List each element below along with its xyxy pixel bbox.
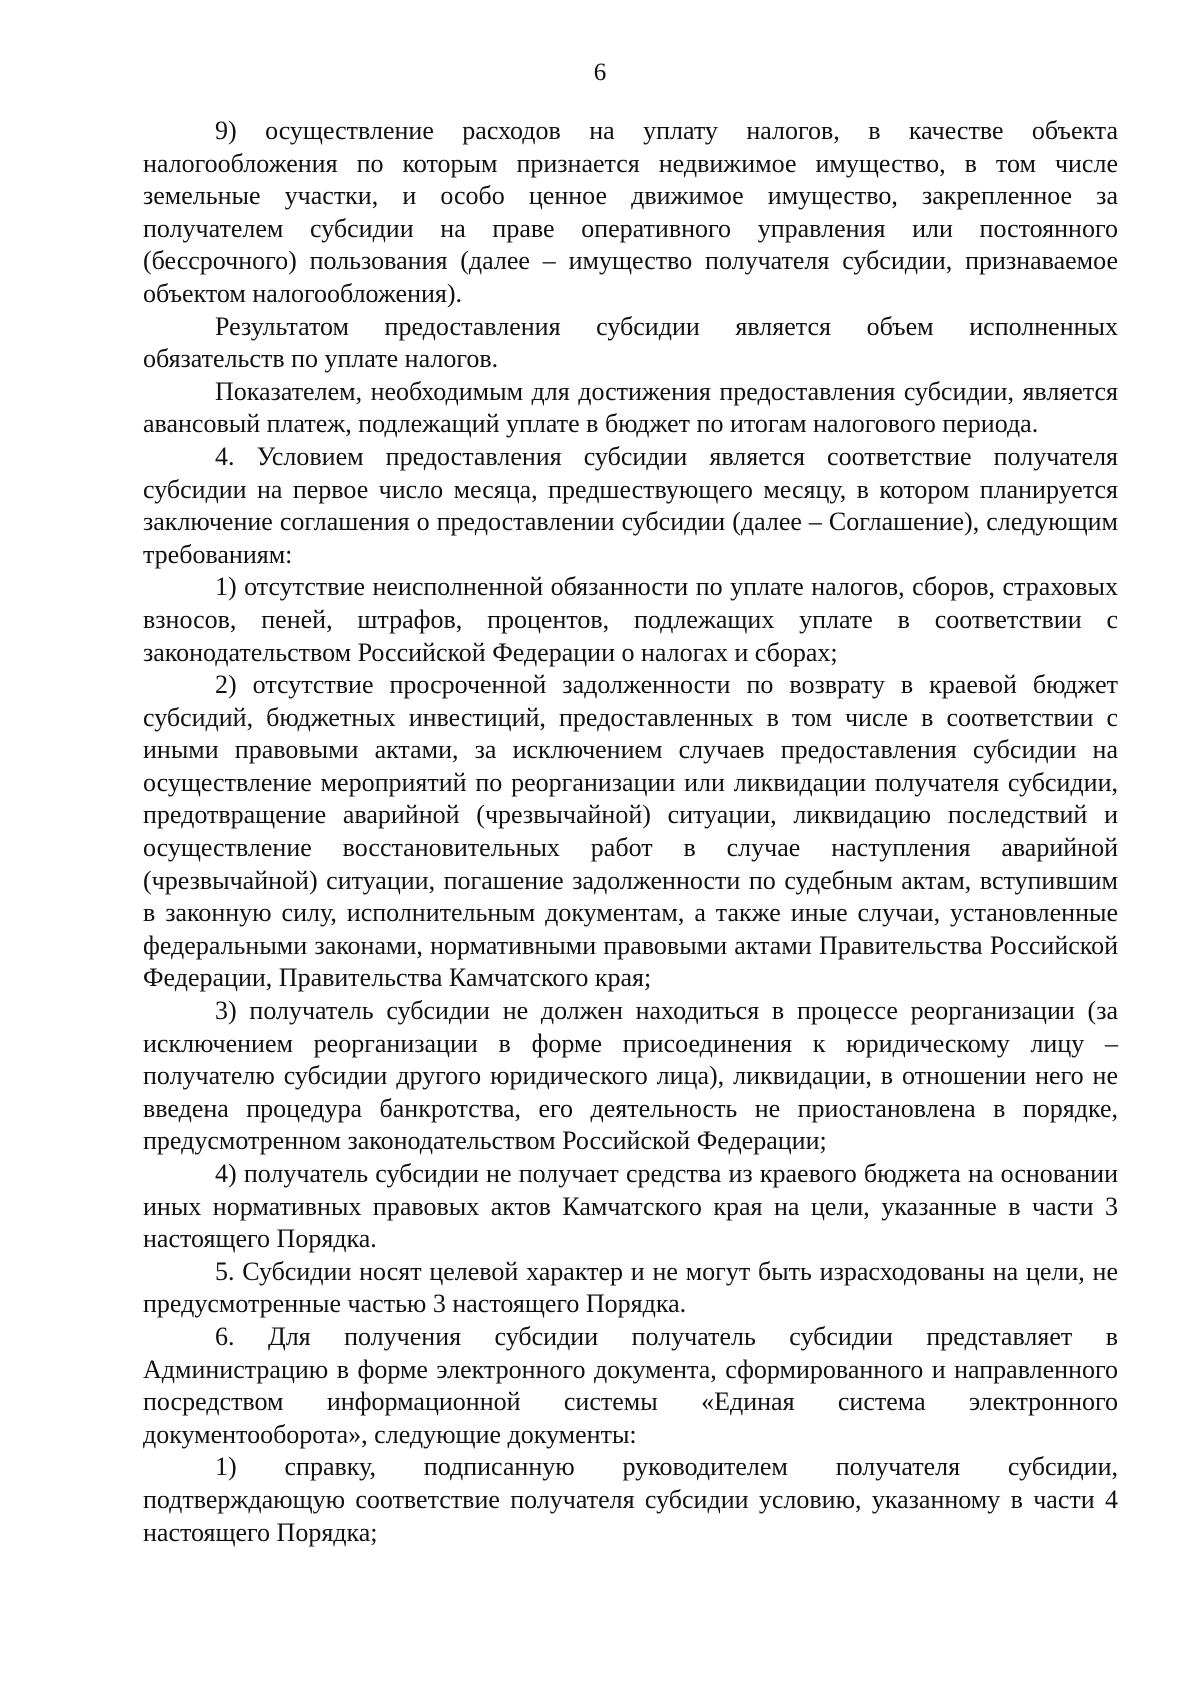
paragraph-indicator: Показателем, необходимым для достижения предоставления субсидии, является авансовый платеж, подлежащий уплате в бюджет по итогам налогового периода. bbox=[143, 376, 1118, 439]
paragraph-requirement-2: 2) отсутствие просроченной задолженности по возврату в краевой бюджет субсидий, бюджетных инвестиций, предоставленных в том числе в соответствии с иными правовыми актами, за исключением случаев предоставления субсидии на осуществление мероприятий по реорганизации или ликвидации получателя субсидии, предотвращение аварийной (чрезвычайной) ситуации, ликвидацию последствий и осуществление восстановительных работ в случае наступления аварийной (чрезвычайной) ситуации, погашение задолженности по судебным актам, вступившим в законную силу, исполнительным документам, а также иные случаи, установленные федеральными законами, нормативными правовыми актами Правительства Российской Федерации, Правительства Камчатского края; bbox=[143, 670, 1118, 993]
paragraph-requirement-4: 4) получатель субсидии не получает средства из краевого бюджета на основании иных нормативных правовых актов Камчатского края на цели, указанные в части 3 настоящего Порядка. bbox=[143, 1159, 1118, 1254]
paragraph-item-9: 9) осуществление расходов на уплату налогов, в качестве объекта налогообложения по которым признается недвижимое имущество, в том числе земельные участки, и особо ценное движимое имущество, закрепленное за получателем субсидии на праве оперативного управления или постоянного (бессрочного) пользования (далее – имущество получателя субсидии, признаваемое объектом налогообложения). bbox=[143, 116, 1118, 308]
paragraph-section-5: 5. Субсидии носят целевой характер и не могут быть израсходованы на цели, не предусмотренные частью 3 настоящего Порядка. bbox=[143, 1256, 1118, 1319]
document-body bbox=[143, 115, 1118, 1549]
paragraph-requirement-1: 1) отсутствие неисполненной обязанности по уплате налогов, сборов, страховых взносов, пеней, штрафов, процентов, подлежащих уплате в соответствии с законодательством Российской Федерации о налогах и сборах; bbox=[143, 572, 1118, 667]
paragraph-result: Результатом предоставления субсидии является объем исполненных обязательств по уплате налогов. bbox=[143, 311, 1118, 374]
page-number: 6 bbox=[593, 59, 607, 86]
paragraph-section-4: 4. Условием предоставления субсидии является соответствие получателя субсидии на первое число месяца, предшествующего месяцу, в котором планируется заключение соглашения о предоставлении субсидии (далее – Соглашение), следующим требованиям: bbox=[143, 441, 1118, 569]
paragraph-section-6: 6. Для получения субсидии получатель субсидии представляет в Администрацию в форме электронного документа, сформированного и направленного посредством информационной системы «Единая система электронного документооборота», следующие документы: bbox=[143, 1321, 1118, 1449]
paragraph-document-1: 1) справку, подписанную руководителем получателя субсидии, подтверждающую соответствие получателя субсидии условию, указанному в части 4 настоящего Порядка; bbox=[143, 1452, 1118, 1547]
paragraph-requirement-3: 3) получатель субсидии не должен находиться в процессе реорганизации (за исключением реорганизации в форме присоединения к юридическому лицу – получателю субсидии другого юридического лица), ликвидации, в отношении него не введена процедура банкротства, его деятельность не приостановлена в порядке, предусмотренном законодательством Российской Федерации; bbox=[143, 996, 1118, 1156]
